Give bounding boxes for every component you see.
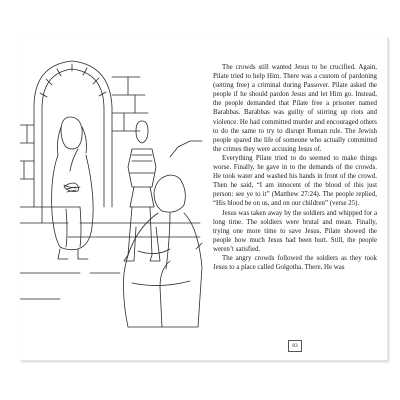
paragraph: Jesus was taken away by the soldiers and whipped for a long time. The soldiers were brutal and mean. Finally, trying one more time to save Jesus, Pilate showed the people how much Jesus had been hurt. Still, the people weren’t satisfied. (213, 209, 377, 253)
paragraph: Everything Pilate tried to do seemed to make things worse. Finally, he gave in to the demands of the crowds. He took water and washed his hands in front of the crowd. Then he said, “I am innocent of the blood of this just person: see ye to it” (Matthew 27:24). The people replied, “His blood be on us, and on our children” (verse 25). (213, 154, 377, 208)
jesus-before-pilate-illustration (20, 37, 205, 360)
paragraph: The crowds still wanted Jesus to be crucified. Again, Pilate tried to help Him. There was a custom of pardoning (setting free) a criminal during Passover. Pilate asked the people if he should pardon Jesus and let Him go. Instead, the people demanded that Pilate free a prisoner named Barabbas. Barabbas was guilty of stirring up riots and violence. He had committed murder and encouraged others to do the same to try to disrupt Roman rule. The Jewish people spared the life of someone who actually committed the crimes they were accusing Jesus of. (213, 64, 377, 153)
book-page (20, 37, 388, 361)
story-text (213, 63, 377, 272)
page-number: 83 (288, 340, 302, 352)
paragraph: The angry crowds followed the soldiers as they took Jesus to a place called Golgotha. There, He was (213, 254, 377, 272)
